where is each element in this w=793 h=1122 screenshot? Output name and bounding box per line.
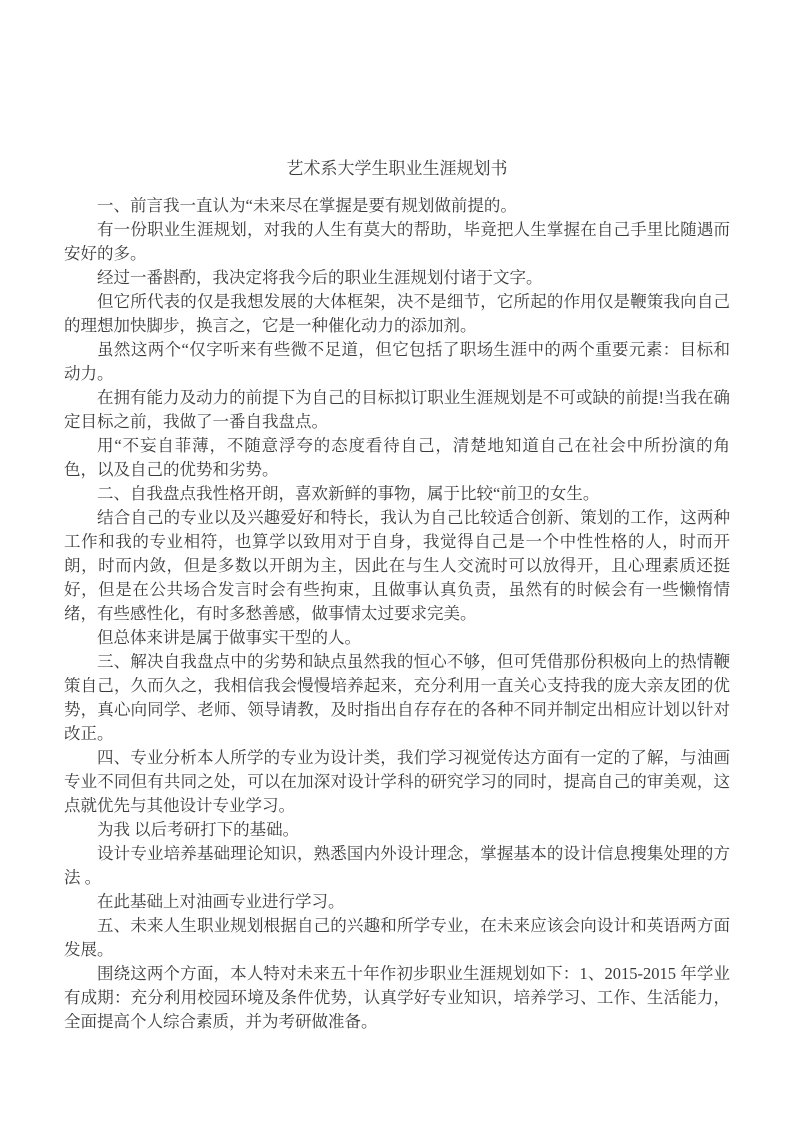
paragraph: 一、前言我一直认为“未来尽在掌握是要有规划做前提的。 (97, 196, 517, 215)
paragraph: 围绕这两个方面，本人特对未来五十年作初步职业生涯规划如下：1、2015-2015 年学业有成期：充分利用校园环境及条件优势，认真学好专业知识，培养学习、工作、生活能力，全面提高个人综合素质，并为考研做准备。 (64, 964, 730, 1031)
paragraph: 为我 以后考研打下的基础。 (97, 820, 300, 839)
paragraph: 三、解决自我盘点中的劣势和缺点虽然我的恒心不够，但可凭借那份积极向上的热情鞭策自己，久而久之，我相信我会慢慢培养起来，充分利用一直关心支持我的庞大亲友团的优势，真心向同学、老师、领导请教，及时指出自存存在的各种不同并制定出相应计划以针对改正。 (64, 652, 730, 743)
document-body (64, 157, 730, 1034)
paragraph: 四、专业分析本人所学的专业为设计类，我们学习视觉传达方面有一定的了解，与油画专业不同但有共同之处，可以在加深对设计学科的研究学习的同时，提高自己的审美观，这点就优先与其他设计专业学习。 (64, 748, 730, 815)
paragraph: 经过一番斟酌，我决定将我今后的职业生涯规划付诸于文字。 (97, 268, 543, 287)
paragraph: 设计专业培养基础理论知识，熟悉国内外设计理念，掌握基本的设计信息搜集处理的方法 。 (64, 844, 730, 887)
paragraph: 但总体来讲是属于做事实干型的人。 (97, 628, 361, 647)
paragraph: 虽然这两个“仅字听来有些微不足道，但它包括了职场生涯中的两个重要元素：目标和动力。 (64, 340, 730, 383)
paragraph: 五、未来人生职业规划根据自己的兴趣和所学专业，在未来应该会向设计和英语两方面发展。 (64, 916, 730, 959)
paragraph: 用“不妄自菲薄，不随意浮夸的态度看待自己，清楚地知道自己在社会中所扮演的角色，以及自己的优势和劣势。 (64, 436, 730, 479)
paragraph: 结合自己的专业以及兴趣爱好和特长，我认为自己比较适合创新、策划的工作，这两种工作和我的专业相符，也算学以致用对于自身，我觉得自己是一个中性性格的人，时而开朗，时而内敛，但是多数以开朗为主，因此在与生人交流时可以放得开，且心理素质还挺好，但是在公共场合发言时会有些拘束，且做事认真负责，虽然有的时候会有一些懒惰情绪，有些感性化，有时多愁善感，做事情太过要求完美。 (64, 508, 730, 623)
paragraph: 但它所代表的仅是我想发展的大体框架，决不是细节，它所起的作用仅是鞭策我向自己的理想加快脚步，换言之，它是一种催化动力的添加剂。 (64, 292, 730, 335)
paragraph: 在此基础上对油画专业进行学习。 (97, 892, 345, 911)
paragraph: 在拥有能力及动力的前提下为自己的目标拟订职业生涯规划是不可或缺的前提!当我在确定目标之前，我做了一番自我盘点。 (64, 388, 730, 431)
paragraph: 有一份职业生涯规划，对我的人生有莫大的帮助，毕竟把人生掌握在自己手里比随遇而安好的多。 (64, 220, 730, 263)
page-title: 艺术系大学生职业生涯规划书 (286, 159, 508, 178)
paragraph-list (64, 194, 730, 1034)
paragraph: 二、自我盘点我性格开朗，喜欢新鲜的事物，属于比较“前卫的女生。 (97, 484, 600, 503)
